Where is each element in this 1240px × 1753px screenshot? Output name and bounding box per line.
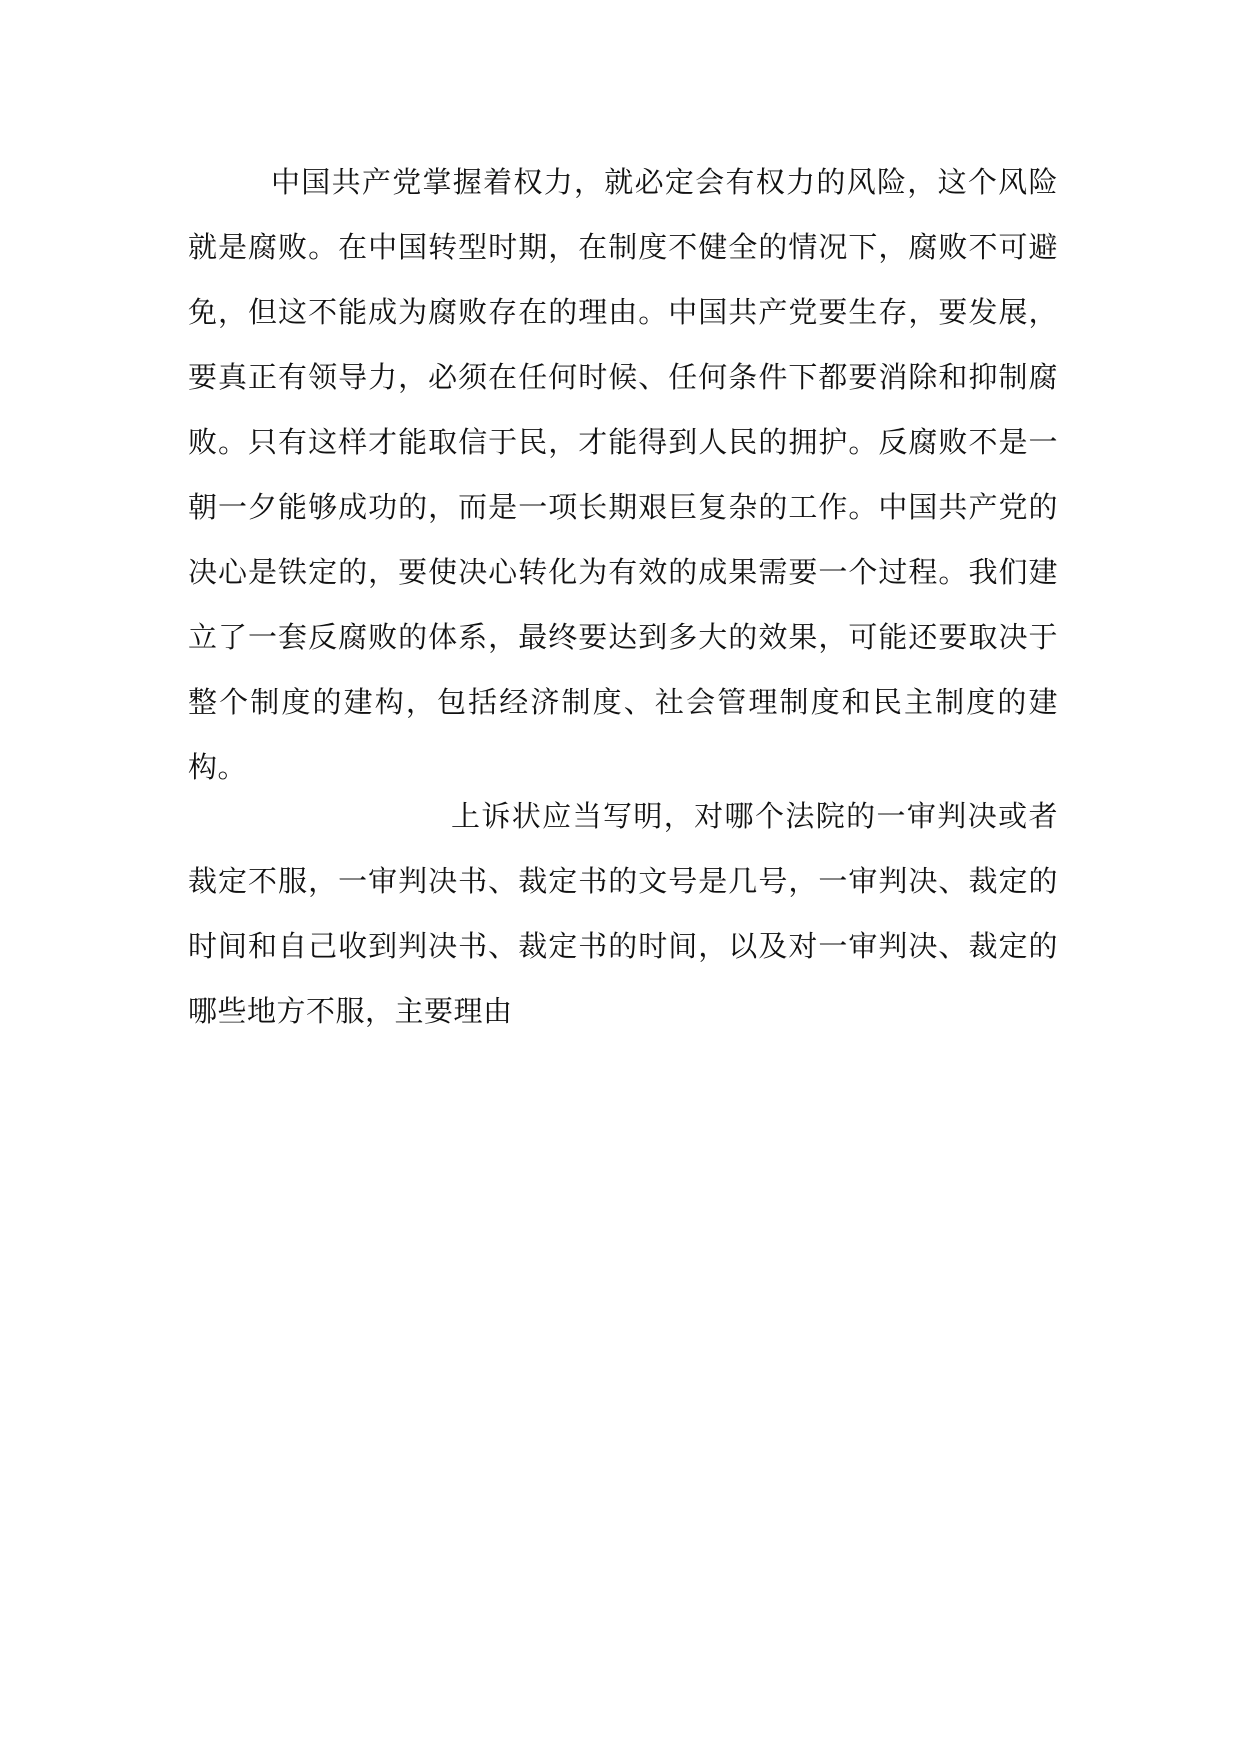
paragraph-anti-corruption: 中国共产党掌握着权力，就必定会有权力的风险，这个风险就是腐败。在中国转型时期，在制度不健全的情况下，腐败不可避免，但这不能成为腐败存在的理由。中国共产党要生存，要发展，要真正有领导力，必须在任何时候、任何条件下都要消除和抑制腐败。只有这样才能取信于民，才能得到人民的拥护。反腐败不是一朝一夕能够成功的，而是一项长期艰巨复杂的工作。中国共产党的决心是铁定的，要使决心转化为有效的成果需要一个过程。我们建立了一套反腐败的体系，最终要达到多大的效果，可能还要取决于整个制度的建构，包括经济制度、社会管理制度和民主制度的建构。 (188, 165, 1058, 784)
paragraph-appeal-petition: 上诉状应当写明，对哪个法院的一审判决或者裁定不服，一审判决书、裁定书的文号是几号，一审判决、裁定的时间和自己收到判决书、裁定书的时间，以及对一审判决、裁定的哪些地方不服，主要理由 (188, 799, 1058, 1028)
